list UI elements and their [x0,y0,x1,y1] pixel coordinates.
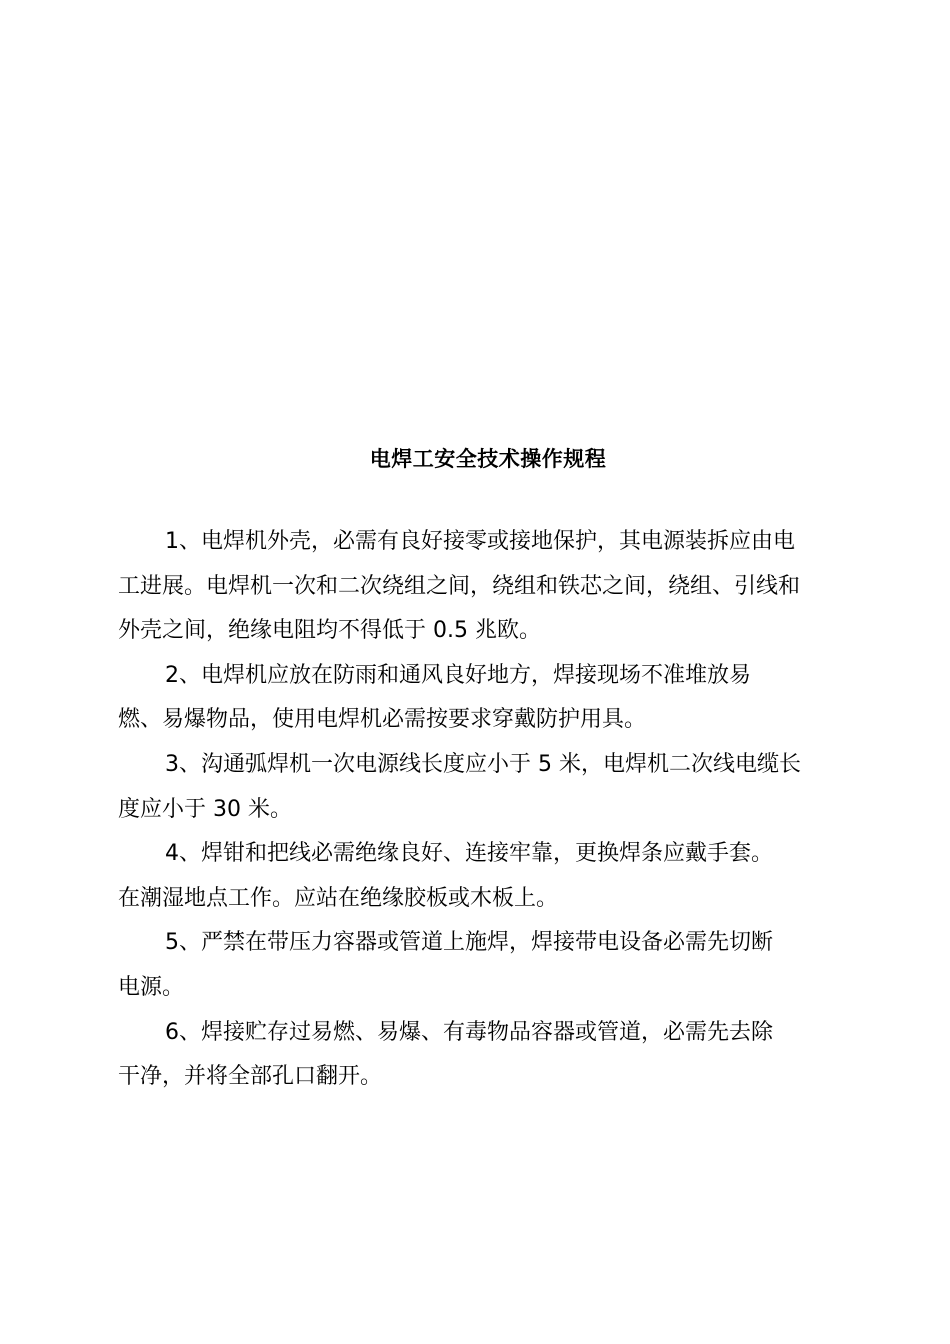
document-title: 电焊工安全技术操作规程 [369,447,607,471]
text-line: 2、电焊机应放在防雨和通风良好地方，焊接现场不准堆放易 [165,662,751,688]
text-line: 3、沟通弧焊机一次电源线长度应小于 5 米，电焊机二次线电缆长 [165,751,801,777]
text-line: 1、电焊机外壳，必需有良好接零或接地保护，其电源装拆应由电 [165,529,795,554]
text-line: 6、焊接贮存过易燃、易爆、有毒物品容器或管道，必需先去除 [165,1019,773,1045]
text-line: 在潮湿地点工作。应站在绝缘胶板或木板上。 [118,885,559,911]
text-line: 干净，并将全部孔口翻开。 [118,1064,383,1090]
text-line: 度应小于 30 米。 [118,796,292,822]
document-body [118,520,863,1100]
text-line: 外壳之间，绝缘电阻均不得低于 0.5 兆欧。 [118,618,541,644]
text-line: 电源。 [118,974,185,1000]
text-line: 工进展。电焊机一次和二次绕组之间，绕组和铁芯之间，绕组、引线和 [118,573,801,599]
text-line: 燃、易爆物品，使用电焊机必需按要求穿戴防护用具。 [118,707,647,733]
text-line: 5、严禁在带压力容器或管道上施焊，焊接带电设备必需先切断 [165,930,773,956]
text-line: 4、焊钳和把线必需绝缘良好、连接牢靠，更换焊条应戴手套。 [165,841,773,867]
